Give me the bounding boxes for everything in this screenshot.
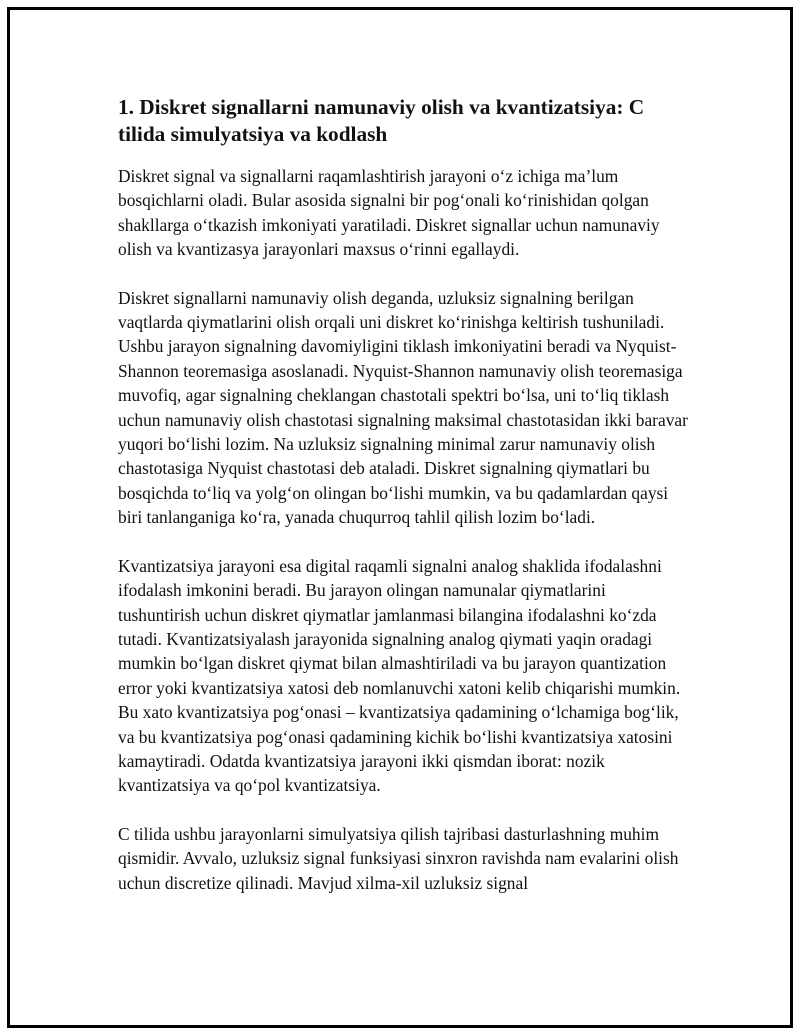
document-body: [118, 94, 688, 919]
paragraph-quantization: Kvantizatsiya jarayoni esa digital raqamli signalni analog shaklida ifodalashni ifodalash imkonini beradi. Bu jarayon olingan namunalar qiymatlarini tushuntirish uchun diskret qiymatlar jamlanmasi bilangina ifodalashni ko‘zda tutadi. Kvantizatsiyalash jarayonida signalning analog qiymati yaqin oradagi mumkin bo‘lgan diskret qiymat bilan almashtiriladi va bu jarayon quantization error yoki kvantizatsiya xatosi deb nomlanuvchi xatoni kelib chiqarishi mumkin. Bu xato kvantizatsiya pog‘onasi – kvantizatsiya qadamining o‘lchamiga bog‘lik, va bu kvantizatsiya pog‘onasi qadamining kichik bo‘lishi kvantizatsiya xatosini kamaytiradi. Odatda kvantizatsiya jarayoni ikki qismdan iborat: nozik kvantizatsiya va qo‘pol kvantizatsiya.: [118, 555, 681, 796]
paragraph-c-simulation: C tilida ushbu jarayonlarni simulyatsiya qilish tajribasi dasturlashning muhim qismidir. Avvalo, uzluksiz signal funksiyasi sinxron ravishda nam evalarini olish uchun discretize qilinadi. Mavjud xilma-xil uzluksiz signal: [118, 823, 679, 893]
section-heading: 1. Diskret signallarni namunaviy olish va kvantizatsiya: C tilida simulyatsiya va kodlash: [118, 95, 645, 146]
paragraph-sampling: Diskret signallarni namunaviy olish deganda, uzluksiz signalning berilgan vaqtlarda qiymatlarini olish orqali uni diskret ko‘rinishga keltirish tushuniladi. Ushbu jarayon signalning davomiyligini tiklash imkoniyatini beradi va Nyquist-Shannon teoremasiga asoslanadi. Nyquist-Shannon namunaviy olish teoremasiga muvofiq, agar signalning cheklangan chastotali spektri bo‘lsa, uni to‘liq tiklash uchun namunaviy olish chastotasi signalning maksimal chastotasidan ikki baravar yuqori bo‘lishi lozim. Na uzluksiz signalning minimal zarur namunaviy olish chastotasiga Nyquist chastotasi deb ataladi. Diskret signalning qiymatlari bu bosqichda to‘liq va yolg‘on olingan bo‘lishi mumkin, va bu qadamlardan qaysi biri tanlanganiga ko‘ra, yanada chuqurroq tahlil qilish lozim bo‘ladi.: [118, 287, 688, 528]
paragraph-intro: Diskret signal va signallarni raqamlashtirish jarayoni o‘z ichiga ma’lum bosqichlarni oladi. Bular asosida signalni bir pog‘onali ko‘rinishidan qolgan shakllarga o‘tkazish imkoniyati yaratiladi. Diskret signallar uchun namunaviy olish va kvantizasya jarayonlari maxsus o‘rinni egallaydi.: [118, 166, 660, 260]
